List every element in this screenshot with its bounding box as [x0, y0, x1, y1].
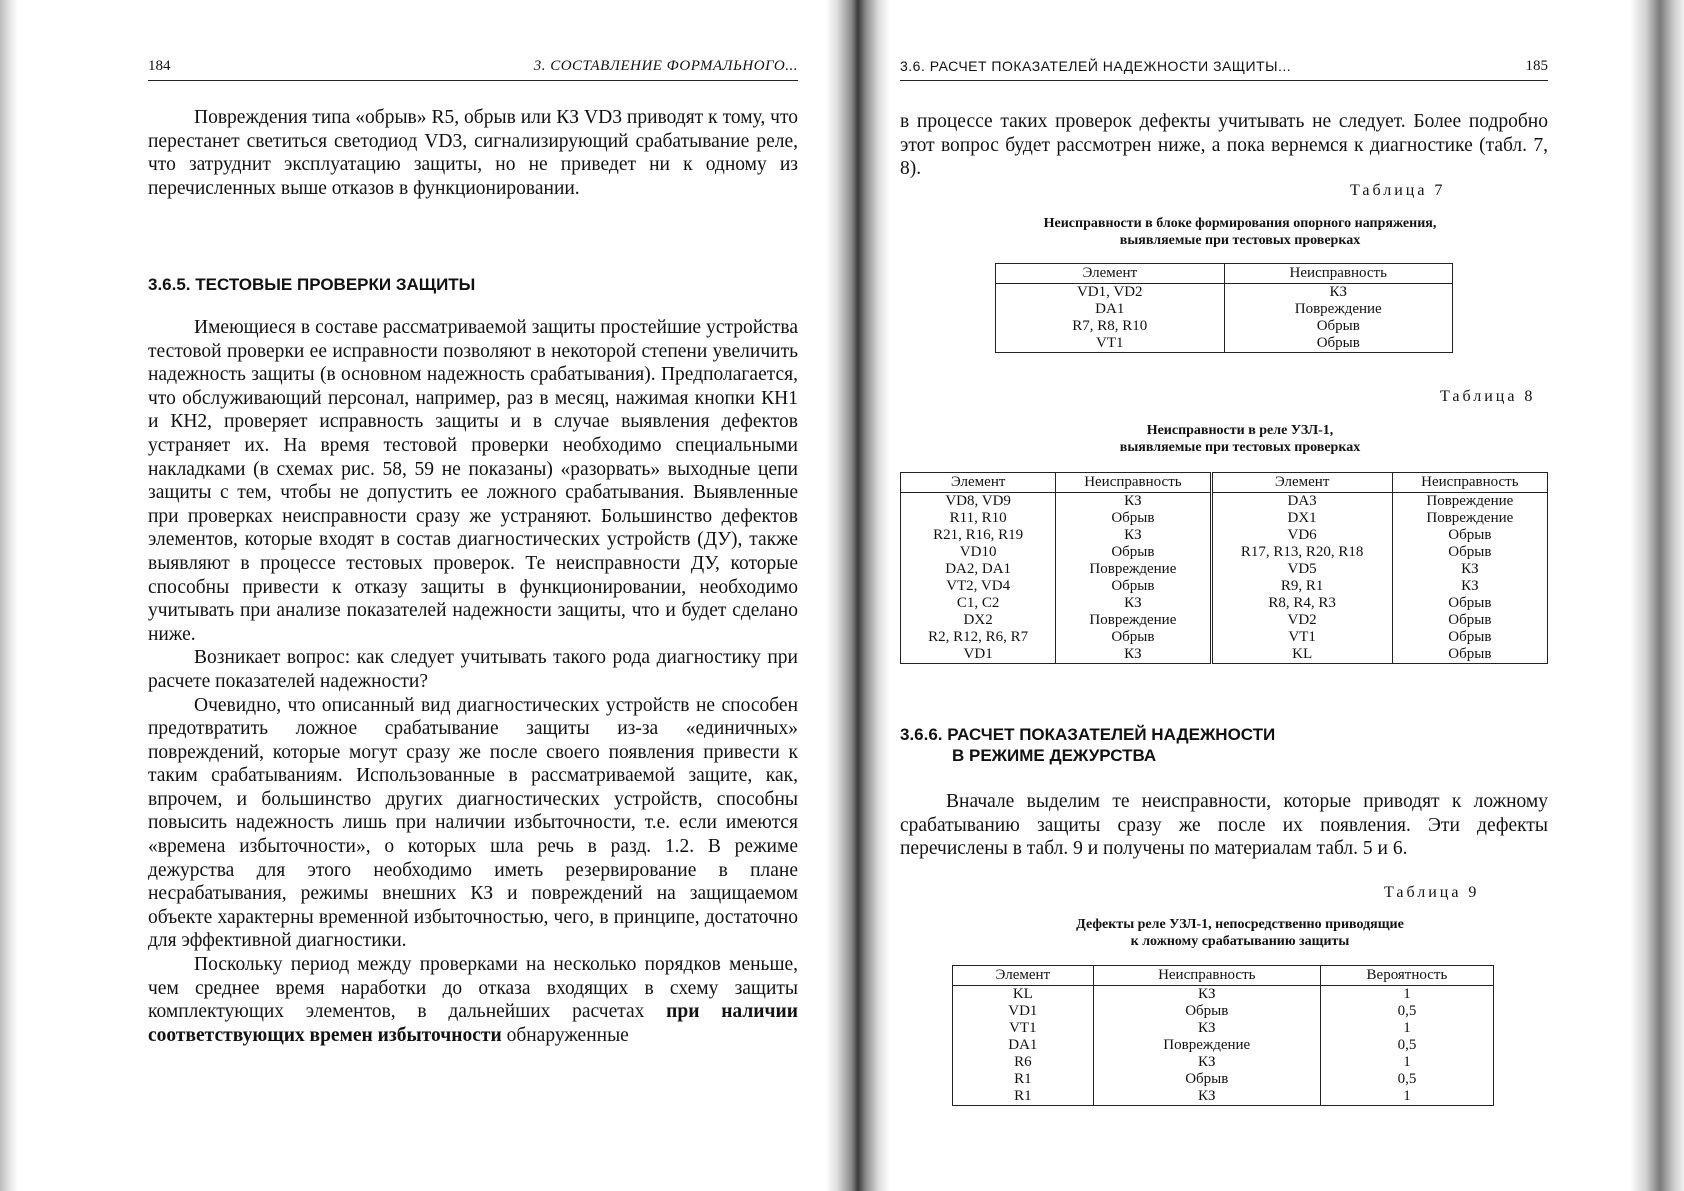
- table7: [995, 263, 1453, 353]
- table8-label: Таблица 8: [1440, 388, 1536, 405]
- right-section-text: [900, 790, 1548, 861]
- table7-header-row: [996, 264, 1453, 284]
- table8-cell: Обрыв: [1392, 544, 1547, 561]
- table8-cell: Обрыв: [1056, 578, 1211, 595]
- table9-cell: DA1: [953, 1037, 1094, 1054]
- body-paragraph: Очевидно, что описанный вид диагностических устройств не способен предотвратить ложное срабатывание защиты из-за «единичных» повреждений, которые могут сразу же после своего появления привести к таким срабатываниям. Использованные в рассматриваемой защите, как, впрочем, и большинство других диагностических устройств, способны повысить надежность лишь при наличии избыточности, т.е. если имеются «времена избыточности», о которых шла речь в разд. 1.2. В режиме дежурства для этого необходимо иметь резервирование в плане несрабатывания, режимы внешних КЗ и повреждений на защищаемом объекте характерны временной избыточностью, чего, в принципе, достаточно для эффективной диагностики.: [148, 694, 798, 952]
- table8-caption: [960, 422, 1520, 456]
- table8-header: Неисправность: [1392, 473, 1547, 493]
- table-row: [953, 1071, 1494, 1088]
- right-running-head: [900, 58, 1548, 81]
- table-row: [953, 1037, 1494, 1054]
- table7-cell: Повреждение: [1224, 301, 1453, 318]
- table9-cell: КЗ: [1093, 1054, 1320, 1071]
- table7-caption-line1: Неисправности в блоке формирования опорного напряжения,: [1043, 216, 1437, 231]
- table8-cell: Обрыв: [1392, 629, 1547, 646]
- table-row: [996, 335, 1453, 353]
- table8-header: Элемент: [901, 473, 1056, 493]
- table9-cell: VT1: [953, 1020, 1094, 1037]
- table8-cell: R8, R4, R3: [1211, 595, 1392, 612]
- last-paragraph-start: Поскольку период между проверками на несколько порядков меньше, чем среднее время наработки до отказа входящих в схему защиты комплектующих элементов, в дальнейших расчетах: [148, 954, 798, 1023]
- section-heading-366-line2: В РЕЖИМЕ ДЕЖУРСТВА: [952, 746, 1157, 765]
- right-continuation-block: [900, 110, 1548, 181]
- table8-cell: R9, R1: [1211, 578, 1392, 595]
- table8-cell: R2, R12, R6, R7: [901, 629, 1056, 646]
- table9-cell: 1: [1320, 1088, 1493, 1106]
- table8-cell: VT1: [1211, 629, 1392, 646]
- table7-cell: КЗ: [1224, 284, 1453, 302]
- last-paragraph-bold: при наличии соответствующих времен избыточности: [148, 1001, 798, 1046]
- table9-cell: Обрыв: [1093, 1071, 1320, 1088]
- table9-caption-line2: к ложному срабатыванию защиты: [1130, 934, 1350, 949]
- table9-cell: 0,5: [1320, 1037, 1493, 1054]
- left-body-block: [148, 316, 798, 1047]
- table-row: [953, 1020, 1494, 1037]
- section-heading-366: [900, 724, 1548, 766]
- table9-caption-line1: Дефекты реле УЗЛ-1, непосредственно приводящие: [1076, 917, 1404, 932]
- table9: [952, 965, 1494, 1106]
- table8-cell: VD1: [901, 646, 1056, 664]
- table8-header: Неисправность: [1056, 473, 1211, 493]
- table8-cell: DA3: [1211, 493, 1392, 511]
- body-paragraph: Имеющиеся в составе рассматриваемой защиты простейшие устройства тестовой проверки ее исправности позволяют в некоторой степени увеличить надежность защиты (в основном надежность срабатывания). Предполагается, что обслуживающий персонал, например, раз в месяц, нажимая кнопки КН1 и КН2, проверяет исправность защиты и в случае выявления дефектов устраняет их. На время тестовой проверки необходимо специальными накладками (в схемах рис. 58, 59 не показаны) «разорвать» выходные цепи защиты с тем, чтобы не допустить ее ложного срабатывания. Выявленные при проверках неисправности сразу же устраняют. Большинство дефектов элементов, которые входят в состав диагностических устройств (ДУ), также выявляют в процессе тестовых проверок. Те неисправности ДУ, которые способны привести к отказу защиты в функционировании, необходимо учитывать при анализе показателей надежности защиты, что и будет сделано ниже.: [148, 317, 798, 645]
- table7-cell: DA1: [996, 301, 1225, 318]
- left-intro-block: [148, 106, 798, 200]
- table9-header: Неисправность: [1093, 966, 1320, 986]
- table-row: [901, 595, 1548, 612]
- table7-caption-line2: выявляемые при тестовых проверках: [1119, 233, 1361, 248]
- table8-cell: R17, R13, R20, R18: [1211, 544, 1392, 561]
- table8-cell: Обрыв: [1392, 595, 1547, 612]
- table8-cell: VD2: [1211, 612, 1392, 629]
- right-page-number: 185: [1525, 58, 1548, 74]
- section-heading-366-line1: 3.6.6. РАСЧЕТ ПОКАЗАТЕЛЕЙ НАДЕЖНОСТИ: [900, 725, 1276, 744]
- table8-cell: Повреждение: [1392, 493, 1547, 511]
- table8-cell: КЗ: [1392, 561, 1547, 578]
- table-row: [901, 561, 1548, 578]
- table-row: [901, 544, 1548, 561]
- table7-caption: [960, 215, 1520, 249]
- table-row: [996, 284, 1453, 302]
- table8-cell: KL: [1211, 646, 1392, 664]
- table7-label: Таблица 7: [1350, 182, 1446, 199]
- table8-cell: DA2, DA1: [901, 561, 1056, 578]
- table7-cell: VD1, VD2: [996, 284, 1225, 302]
- table9-cell: R6: [953, 1054, 1094, 1071]
- table8-caption-line2: выявляемые при тестовых проверках: [1119, 440, 1361, 455]
- table9-cell: 1: [1320, 986, 1493, 1004]
- table8-cell: КЗ: [1056, 595, 1211, 612]
- table8-cell: VD6: [1211, 527, 1392, 544]
- table9-cell: КЗ: [1093, 1088, 1320, 1106]
- table9-header-row: [953, 966, 1494, 986]
- section-paragraph: Вначале выделим те неисправности, которые приводят к ложному срабатыванию защиты сразу же после их появления. Эти дефекты перечислены в табл. 9 и получены по материалам табл. 5 и 6.: [900, 791, 1548, 860]
- table7-cell: R7, R8, R10: [996, 318, 1225, 335]
- section-heading-365: 3.6.5. ТЕСТОВЫЕ ПРОВЕРКИ ЗАЩИТЫ: [148, 275, 476, 294]
- table8-cell: VD10: [901, 544, 1056, 561]
- table-row: [901, 612, 1548, 629]
- book-gutter: [826, 0, 890, 1191]
- table8-cell: R11, R10: [901, 510, 1056, 527]
- table-row: [901, 527, 1548, 544]
- table9-cell: Обрыв: [1093, 1003, 1320, 1020]
- table8: [900, 472, 1548, 664]
- table9-header: Элемент: [953, 966, 1094, 986]
- table8-cell: Обрыв: [1392, 527, 1547, 544]
- table8-cell: VD8, VD9: [901, 493, 1056, 511]
- table8-cell: VT2, VD4: [901, 578, 1056, 595]
- last-paragraph-end: обнаруженные: [501, 1024, 629, 1046]
- body-paragraph-last: [148, 953, 798, 1047]
- table9-cell: R1: [953, 1088, 1094, 1106]
- left-page-number: 184: [148, 58, 171, 74]
- left-running-title: 3. СОСТАВЛЕНИЕ ФОРМАЛЬНОГО...: [533, 58, 798, 74]
- table8-cell: КЗ: [1056, 493, 1211, 511]
- table8-cell: Обрыв: [1056, 629, 1211, 646]
- table-row: [901, 493, 1548, 511]
- table9-cell: КЗ: [1093, 986, 1320, 1004]
- table7-header: Неисправность: [1224, 264, 1453, 284]
- table-row: [901, 629, 1548, 646]
- table8-cell: Обрыв: [1392, 646, 1547, 664]
- table8-cell: Обрыв: [1056, 544, 1211, 561]
- table8-cell: DX2: [901, 612, 1056, 629]
- table9-label: Таблица 9: [1384, 884, 1480, 901]
- table7-cell: Обрыв: [1224, 318, 1453, 335]
- continuation-paragraph: в процессе таких проверок дефекты учитывать не следует. Более подробно этот вопрос будет рассмотрен ниже, а пока вернемся к диагностике (табл. 7, 8).: [900, 111, 1548, 180]
- table8-header-row: [901, 473, 1548, 493]
- table8-cell: VD5: [1211, 561, 1392, 578]
- table7-cell: Обрыв: [1224, 335, 1453, 353]
- table8-cell: DX1: [1211, 510, 1392, 527]
- body-paragraph: Возникает вопрос: как следует учитывать такого рода диагностику при расчете показателей надежности?: [148, 647, 798, 692]
- table8-header: Элемент: [1211, 473, 1392, 493]
- table9-cell: 1: [1320, 1054, 1493, 1071]
- table9-cell: Повреждение: [1093, 1037, 1320, 1054]
- table8-cell: Повреждение: [1056, 561, 1211, 578]
- left-running-head: [148, 58, 798, 81]
- table9-cell: R1: [953, 1071, 1094, 1088]
- table8-cell: КЗ: [1056, 646, 1211, 664]
- intro-paragraph: Повреждения типа «обрыв» R5, обрыв или КЗ VD3 приводят к тому, что перестанет светиться светодиод VD3, сигнализирующий срабатывание реле, что затруднит эксплуатацию защиты, но не приведет ни к одному из перечисленных выше отказов в функционировании.: [148, 107, 798, 199]
- table-row: [996, 318, 1453, 335]
- table7-header: Элемент: [996, 264, 1225, 284]
- table8-cell: Обрыв: [1056, 510, 1211, 527]
- table-row: [901, 510, 1548, 527]
- page-edge-left: [0, 0, 18, 1191]
- table-row: [953, 986, 1494, 1004]
- table8-cell: C1, C2: [901, 595, 1056, 612]
- table8-cell: Обрыв: [1392, 612, 1547, 629]
- table9-header: Вероятность: [1320, 966, 1493, 986]
- table9-cell: 0,5: [1320, 1003, 1493, 1020]
- right-running-title: 3.6. РАСЧЕТ ПОКАЗАТЕЛЕЙ НАДЕЖНОСТИ ЗАЩИТЫ...: [900, 58, 1292, 74]
- table8-cell: КЗ: [1056, 527, 1211, 544]
- table9-cell: КЗ: [1093, 1020, 1320, 1037]
- table9-cell: 1: [1320, 1020, 1493, 1037]
- table-row: [953, 1088, 1494, 1106]
- table7-cell: VT1: [996, 335, 1225, 353]
- table8-cell: Повреждение: [1056, 612, 1211, 629]
- table8-cell: КЗ: [1392, 578, 1547, 595]
- table9-cell: 0,5: [1320, 1071, 1493, 1088]
- table8-cell: Повреждение: [1392, 510, 1547, 527]
- table9-cell: KL: [953, 986, 1094, 1004]
- table-row: [953, 1003, 1494, 1020]
- table-row: [953, 1054, 1494, 1071]
- table-row: [996, 301, 1453, 318]
- table8-caption-line1: Неисправности в реле УЗЛ-1,: [1146, 423, 1334, 438]
- table-row: [901, 646, 1548, 664]
- table9-caption: [960, 916, 1520, 950]
- page-edge-right: [1630, 0, 1684, 1191]
- table8-cell: R21, R16, R19: [901, 527, 1056, 544]
- table9-cell: VD1: [953, 1003, 1094, 1020]
- table-row: [901, 578, 1548, 595]
